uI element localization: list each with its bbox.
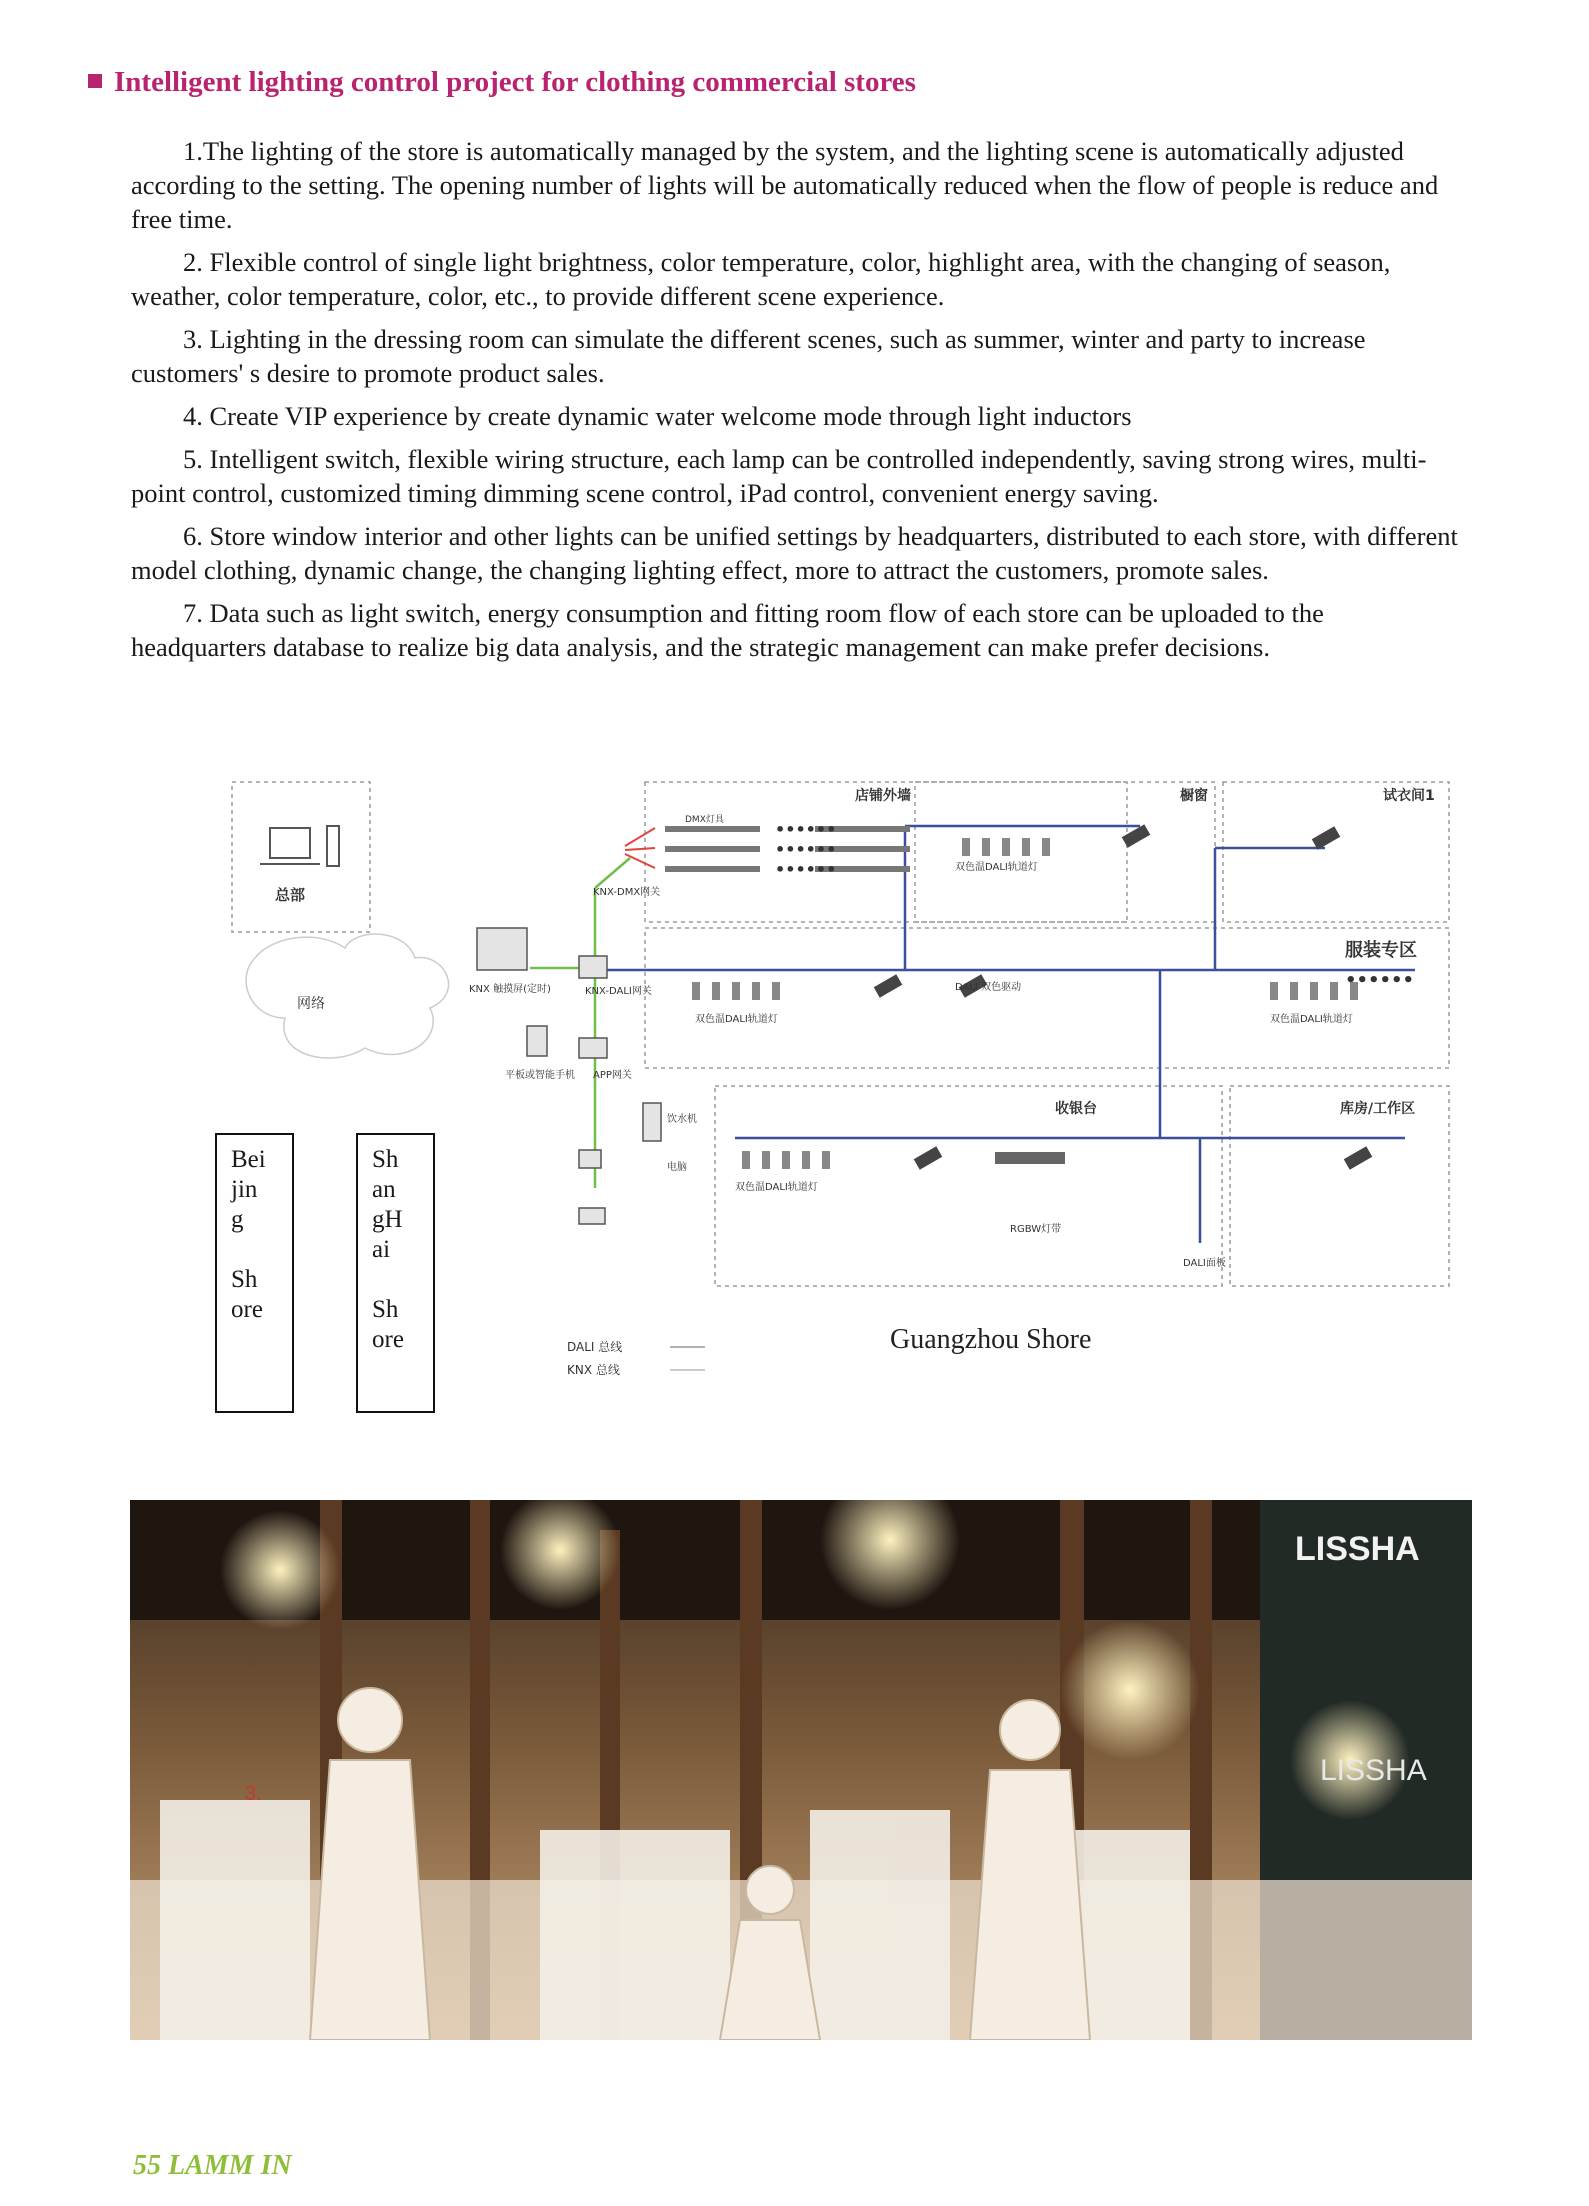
computer-label: 电脑 [667,1162,687,1173]
dmx-dots-2: •••••• [775,840,837,859]
dmx-bus-1 [625,828,655,846]
dali-panel-label: DALI面板 [1183,1258,1226,1269]
warehouse-label: 库房/工作区 [1340,1101,1416,1117]
track-light-label-4: 双色温DALI轨道灯 [735,1182,818,1193]
touch-screen-icon [477,928,527,970]
guangzhou-store-label: Guangzhou Shore [890,1324,1092,1355]
dmx-light-label: DMX灯具 [685,815,724,825]
page-footer: 55 LAMM IN [133,2150,292,2181]
square-bullet-icon [88,74,102,88]
knx-dali-gateway-label: KNX-DALI网关 [585,986,652,997]
hq-label: 总部 [275,886,306,904]
knx-bus-dmx [595,858,630,888]
paragraph-5: 5. Intelligent switch, flexible wiring structure, each lamp can be controlled independently, saving strong wires, multi-point control, customized timing dimming scene control, iPad control, convenient energy saving. [131,444,1427,508]
network-cloud [246,934,449,1058]
track-light-label-3: 双色温DALI轨道灯 [955,862,1038,873]
section-heading [88,66,916,99]
fitting-room-label: 试衣间1 [1383,788,1435,804]
network-label: 网络 [297,996,325,1012]
dmx-bus-3 [625,854,655,868]
clothing-area-frame [645,928,1449,1068]
computer-socket-icon [579,1150,601,1168]
paragraph-6: 6. Store window interior and other lights can be unified settings by headquarters, distributed to each store, with different model clothing, dynamic change, the changing lighting effect, more to attract the customers, promote sales. [131,521,1458,585]
floor-sign: 3. [245,1783,262,1805]
computer-icon [260,826,339,866]
paragraph-3: 3. Lighting in the dressing room can simulate the different scenes, such as summer, winter and party to increase customers' s desire to promote product sales. [131,324,1366,388]
dali-driver-label: DALI 双色驱动 [955,982,1022,993]
water-dispenser-icon [643,1103,661,1141]
paragraph-2: 2. Flexible control of single light brightness, color temperature, color, highlight area, with the changing of season, weather, color temperature, color, etc., to provide different scene experience. [131,247,1391,311]
dmx-dots-3: •••••• [775,860,837,879]
knx-dali-gateway-icon [579,956,607,978]
legend-dali-label: DALI 总线 [567,1340,623,1354]
tablet-label: 平板或智能手机 [505,1070,575,1081]
shanghai-store-box: Sh an gH ai Sh ore [356,1133,435,1413]
dmx-bus-2 [625,848,655,850]
store-photo [130,1500,1472,2040]
rgbw-light-label: RGBW灯带 [1010,1224,1062,1235]
track-light-label: 双色温DALI轨道灯 [695,1014,778,1025]
brand-sign-inner: LISSHA [1320,1754,1427,1787]
brand-sign: LISSHA [1295,1530,1420,1568]
heading-text: Intelligent lighting control project for clothing commercial stores [114,66,916,98]
track-light-group [692,838,1358,1169]
shop-window-label: 橱窗 [1180,788,1208,804]
paragraph-7: 7. Data such as light switch, energy consumption and fitting room flow of each store can be uploaded to the headquarters database to realize big data analysis, and the strategic management can make prefer decisions. [131,598,1324,662]
track-light-label-2: 双色温DALI轨道灯 [1270,1014,1353,1025]
dmx-dots-1: •••••• [775,820,837,839]
touch-screen-label: KNX 触摸屏(定时) [469,984,551,995]
app-gateway-icon [579,1038,607,1058]
feature-list [131,134,1461,673]
clothing-area-label: 服装专区 [1345,940,1417,961]
water-dispenser-label: 饮水机 [667,1114,697,1125]
relay-module-icon [579,1208,605,1224]
knx-dmx-gateway-label: KNX-DMX网关 [593,887,661,898]
shop-window-frame [915,782,1215,922]
tablet-icon [527,1026,547,1056]
paragraph-4: 4. Create VIP experience by create dynamic water welcome mode through light inductors [183,401,1132,431]
app-gateway-label: APP网关 [593,1070,632,1081]
beijing-store-box: Bei jin g Sh ore [215,1133,294,1413]
legend-knx-label: KNX 总线 [567,1363,620,1377]
clothing-area-dots: •••••• [1345,970,1415,991]
store-exterior-label: 店铺外墙 [855,788,911,804]
cashier-label: 收银台 [1055,1101,1097,1117]
paragraph-1: 1.The lighting of the store is automatically managed by the system, and the lighting scene is automatically adjusted according to the setting. The opening number of lights will be automatically reduced when the flow of people is reduce and free time. [131,136,1439,234]
